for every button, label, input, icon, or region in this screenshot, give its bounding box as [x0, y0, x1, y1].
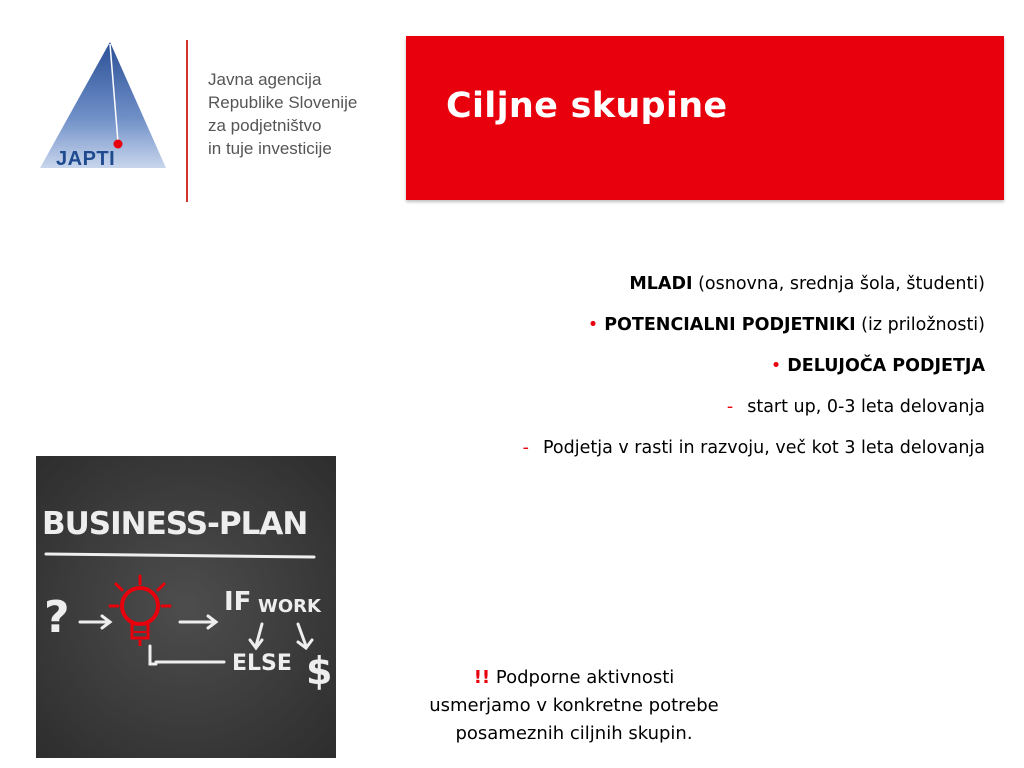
list-item-text: (osnovna, srednja šola, študenti) — [692, 274, 985, 294]
note-line-2: usmerjamo v konkretne potrebe — [429, 695, 719, 716]
slide-title: Ciljne skupine — [446, 86, 728, 126]
list-item — [365, 270, 985, 311]
business-plan-image — [36, 456, 336, 758]
dash-icon: - — [726, 397, 734, 417]
logo-divider — [186, 40, 188, 202]
else-label: ELSE — [232, 651, 292, 676]
list-item — [365, 352, 985, 393]
list-item-bold: POTENCIALNI PODJETNIKI — [604, 315, 856, 335]
dollar-sign: $ — [306, 649, 333, 693]
question-mark: ? — [44, 592, 70, 643]
title-banner — [406, 36, 1004, 200]
note-marker: !! — [473, 667, 491, 688]
list-item-bold: DELUJOČA PODJETJA — [787, 356, 985, 376]
list-item-text: (iz priložnosti) — [855, 315, 985, 335]
japti-wordmark: JAPTI — [56, 148, 116, 170]
sub-list-item — [365, 393, 985, 434]
sub-list-item — [365, 434, 985, 475]
business-plan-title: BUSINESS-PLAN — [42, 506, 308, 542]
if-label: IF — [224, 587, 252, 617]
list-item — [365, 311, 985, 352]
target-groups-list — [365, 270, 985, 475]
note-line-1 — [400, 664, 748, 692]
logo-text-line-2: Republike Slovenije — [208, 93, 358, 112]
japti-logo — [36, 40, 356, 202]
sub-item-text: Podjetja v rasti in razvoju, več kot 3 leta delovanja — [542, 438, 985, 458]
note-text-1: Podporne aktivnosti — [490, 667, 675, 688]
logo-agency-text — [208, 68, 357, 160]
list-item-bold: MLADI — [629, 274, 693, 294]
bullet-icon: • — [770, 356, 782, 376]
logo-text-line-4: in tuje investicije — [208, 139, 332, 158]
logo-text-line-1: Javna agencija — [208, 70, 322, 89]
dash-icon: - — [522, 438, 529, 458]
support-note — [400, 664, 748, 748]
note-line-3: posameznih ciljnih skupin. — [455, 723, 693, 744]
logo-text-line-3: za podjetništvo — [208, 116, 322, 135]
work-label: WORK — [258, 596, 321, 617]
sub-item-text: start up, 0-3 leta delovanja — [747, 397, 985, 417]
bullet-icon: • — [587, 315, 599, 335]
